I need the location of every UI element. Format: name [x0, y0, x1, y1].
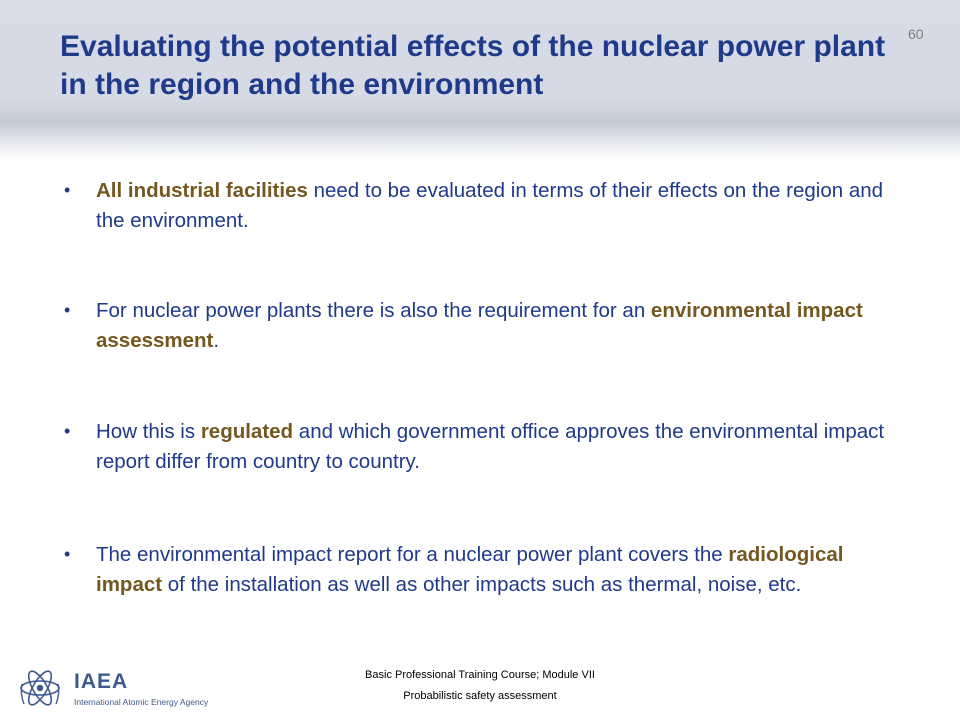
body-text: .	[213, 329, 220, 352]
body-text: need to be evaluated in terms of their effects on the region and the environment.	[96, 179, 884, 232]
bullet-dot-icon: •	[64, 544, 71, 564]
bullet-text	[96, 296, 904, 356]
bullet-text	[96, 417, 904, 477]
bullet-dot-icon: •	[64, 180, 71, 200]
logo-name: IAEA	[74, 670, 129, 693]
logo-subtitle: International Atomic Energy Agency	[74, 697, 209, 707]
emphasis-text: regulated	[200, 420, 294, 443]
body-text: For nuclear power plants there is also the requirement for an	[96, 299, 651, 322]
footer-course-title: Basic Professional Training Course; Module VII	[365, 669, 595, 681]
body-text: and which government office approves the environmental impact report differ from country to country.	[96, 420, 885, 473]
emphasis-text: All industrial facilities	[96, 179, 308, 202]
bullet-text	[96, 176, 904, 236]
bullet-dot-icon: •	[64, 421, 71, 441]
slide-title: Evaluating the potential effects of the nuclear power plant in the region and the environment	[60, 30, 886, 101]
emphasis-text: radiological impact	[96, 543, 844, 596]
page-number: 60	[908, 26, 924, 42]
body-text: How this is	[96, 420, 201, 443]
iaea-logo	[16, 664, 246, 712]
bullet-text	[96, 540, 904, 600]
emphasis-text: environmental impact assessment	[96, 299, 863, 352]
footer-topic: Probabilistic safety assessment	[403, 690, 557, 702]
body-text: The environmental impact report for a nuclear power plant covers the	[96, 543, 729, 566]
bullet-dot-icon: •	[64, 300, 71, 320]
body-text: of the installation as well as other impacts such as thermal, noise, etc.	[162, 573, 802, 596]
iaea-atom-emblem-icon	[16, 664, 64, 712]
